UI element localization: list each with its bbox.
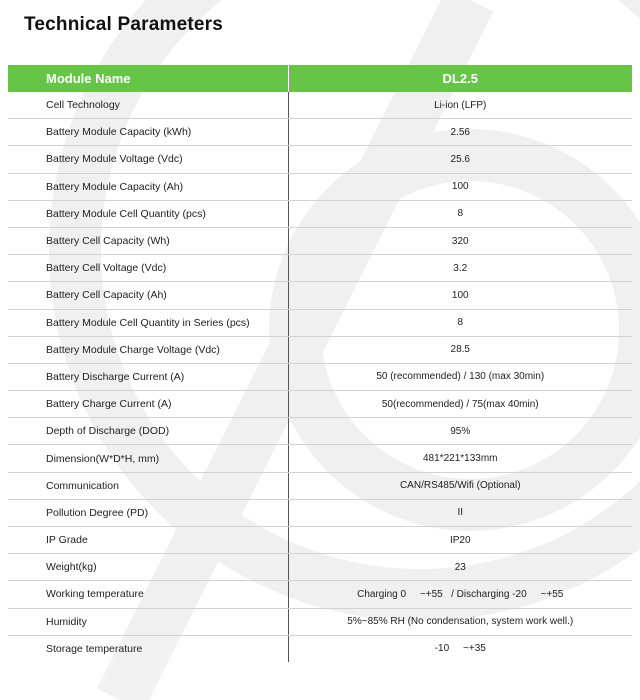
parameter-value: 95% (288, 418, 632, 445)
table-row (8, 635, 632, 662)
spec-table-body (8, 92, 632, 662)
parameter-name: Cell Technology (8, 92, 288, 119)
parameter-name: Weight(kg) (8, 554, 288, 581)
parameter-name: Working temperature (8, 581, 288, 608)
table-row (8, 119, 632, 146)
parameter-name: Battery Module Capacity (Ah) (8, 173, 288, 200)
parameter-value: 100 (288, 173, 632, 200)
parameter-value: Charging 0 ~+55 / Discharging -20 ~+55 (288, 581, 632, 608)
parameter-name: Humidity (8, 608, 288, 635)
parameter-value: 5%~85% RH (No condensation, system work well.) (288, 608, 632, 635)
table-header-row (8, 65, 632, 92)
parameter-name: Battery Cell Capacity (Ah) (8, 282, 288, 309)
parameter-name: Communication (8, 472, 288, 499)
parameter-value: IP20 (288, 527, 632, 554)
table-row (8, 173, 632, 200)
table-row (8, 255, 632, 282)
page-title: Technical Parameters (24, 14, 224, 35)
table-row (8, 227, 632, 254)
table-row (8, 146, 632, 173)
table-row (8, 472, 632, 499)
parameter-value: 320 (288, 227, 632, 254)
parameter-value: 28.5 (288, 336, 632, 363)
parameter-value: 25.6 (288, 146, 632, 173)
parameter-value: 481*221*133mm (288, 445, 632, 472)
parameter-name: IP Grade (8, 527, 288, 554)
parameter-name: Battery Cell Voltage (Vdc) (8, 255, 288, 282)
parameter-value: 50 (recommended) / 130 (max 30min) (288, 363, 632, 390)
parameter-name: Pollution Degree (PD) (8, 499, 288, 526)
parameter-name: Storage temperature (8, 635, 288, 662)
parameter-name: Battery Module Cell Quantity (pcs) (8, 200, 288, 227)
parameter-name: Battery Module Charge Voltage (Vdc) (8, 336, 288, 363)
parameter-value: 23 (288, 554, 632, 581)
parameter-value: 3.2 (288, 255, 632, 282)
table-row (8, 581, 632, 608)
parameter-value: 100 (288, 282, 632, 309)
parameter-name: Battery Module Capacity (kWh) (8, 119, 288, 146)
table-row (8, 200, 632, 227)
table-row (8, 309, 632, 336)
parameter-value: II (288, 499, 632, 526)
parameter-name: Battery Module Cell Quantity in Series (pcs) (8, 309, 288, 336)
table-row (8, 445, 632, 472)
table-row (8, 527, 632, 554)
header-module-name: Module Name (8, 65, 288, 92)
parameter-name: Depth of Discharge (DOD) (8, 418, 288, 445)
table-row (8, 391, 632, 418)
parameter-name: Battery Module Voltage (Vdc) (8, 146, 288, 173)
parameter-value: CAN/RS485/Wifi (Optional) (288, 472, 632, 499)
header-model: DL2.5 (288, 65, 632, 92)
parameter-name: Battery Charge Current (A) (8, 391, 288, 418)
parameter-name: Battery Discharge Current (A) (8, 363, 288, 390)
parameter-name: Dimension(W*D*H, mm) (8, 445, 288, 472)
parameter-value: 8 (288, 309, 632, 336)
parameter-value: Li-ion (LFP) (288, 92, 632, 119)
table-row (8, 336, 632, 363)
parameter-value: -10 ~+35 (434, 643, 486, 655)
table-row (8, 363, 632, 390)
spec-table (8, 65, 632, 662)
table-row (8, 499, 632, 526)
table-row (8, 608, 632, 635)
parameter-value: 50(recommended) / 75(max 40min) (288, 391, 632, 418)
table-row (8, 92, 632, 119)
table-row (8, 282, 632, 309)
parameter-value: 8 (288, 200, 632, 227)
parameter-name: Battery Cell Capacity (Wh) (8, 227, 288, 254)
table-row (8, 554, 632, 581)
table-row (8, 418, 632, 445)
parameter-value: 2.56 (288, 119, 632, 146)
